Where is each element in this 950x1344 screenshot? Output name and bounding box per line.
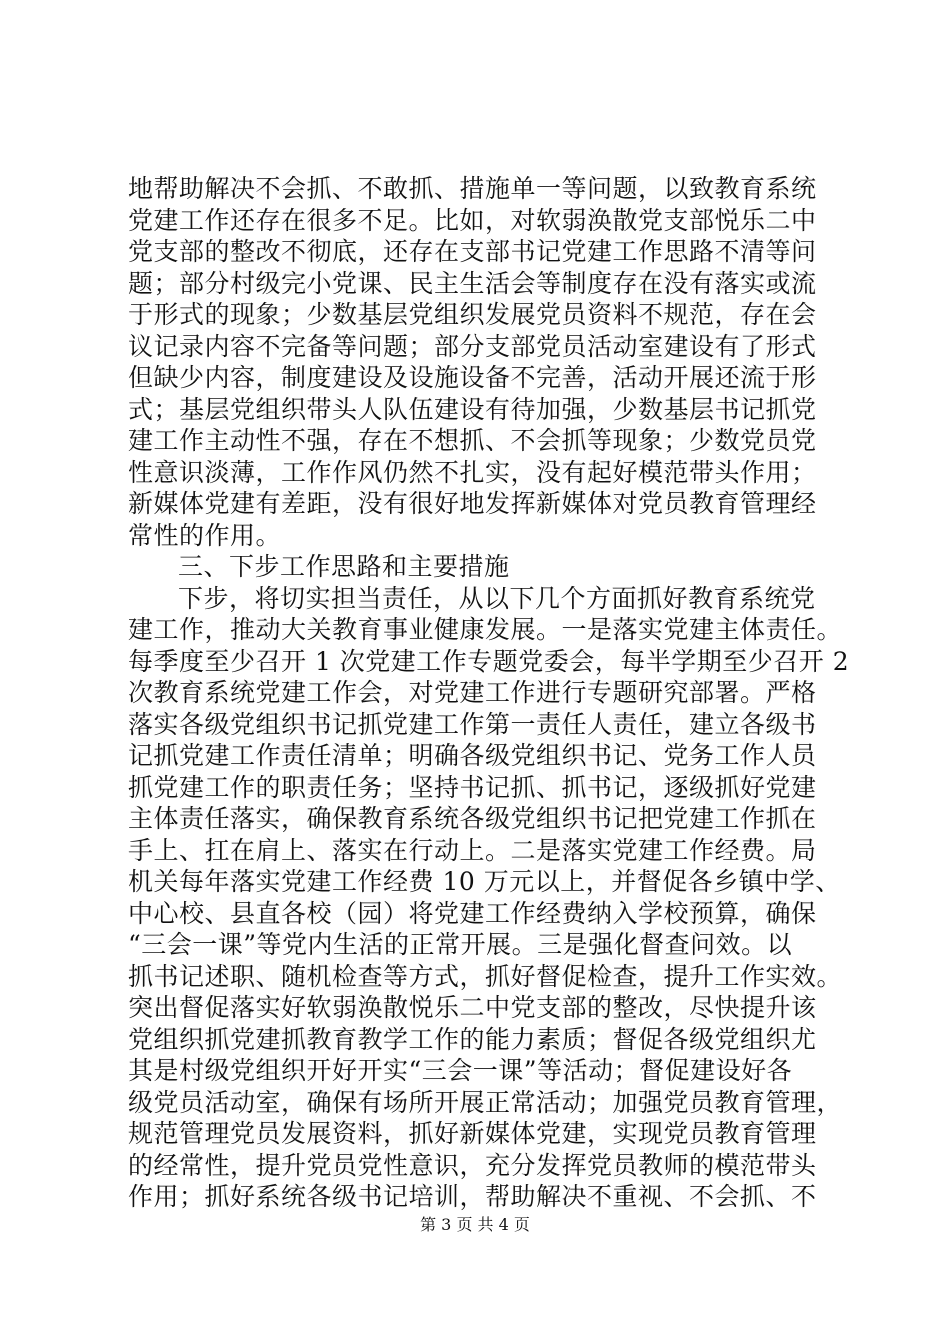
text-line: 党支部的整改不彻底，还存在支部书记党建工作思路不清等问: [128, 237, 817, 266]
text-line: 落实各级党组织书记抓党建工作第一责任人责任，建立各级书: [128, 709, 817, 739]
text-line: “三会一课”等党内生活的正常开展。三是强化督查问效。以: [128, 930, 793, 959]
text-line: 次教育系统党建工作会，对党建工作进行专题研究部署。严格: [128, 678, 817, 707]
text-line: 手上、扛在肩上、落实在行动上。二是落实党建工作经费。局: [128, 835, 817, 865]
text-line: 机关每年落实党建工作经费 10 万元以上，并督促各乡镇中学、: [128, 867, 841, 896]
text-line: 性意识淡薄，工作作风仍然不扎实，没有起好模范带头作用；: [128, 457, 817, 487]
text-line: 但缺少内容，制度建设及设施设备不完善，活动开展还流于形: [128, 363, 817, 392]
text-line: 每季度至少召开 1 次党建工作专题党委会，每半学期至少召开 2: [128, 646, 850, 676]
text-line: 建工作主动性不强，存在不想抓、不会抓等现象；少数党员党: [128, 426, 817, 455]
text-line: 规范管理党员发展资料，抓好新媒体党建，实现党员教育管理: [128, 1119, 817, 1148]
text-line: 党组织抓党建抓教育教学工作的能力素质；督促各级党组织尤: [128, 1024, 817, 1054]
text-line: 地帮助解决不会抓、不敢抓、措施单一等问题，以致教育系统: [128, 174, 817, 203]
text-line: 议记录内容不完备等问题；部分支部党员活动室建设有了形式: [128, 331, 817, 361]
text-line: 新媒体党建有差距，没有很好地发挥新媒体对党员教育管理经: [128, 489, 817, 518]
text-line: 题；部分村级完小党课、民主生活会等制度存在没有落实或流: [128, 268, 817, 298]
text-line: 突出督促落实好软弱涣散悦乐二中党支部的整改，尽快提升该: [128, 993, 817, 1022]
text-line: 下步，将切实担当责任，从以下几个方面抓好教育系统党: [178, 583, 816, 613]
text-line: 级党员活动室，确保有场所开展正常活动；加强党员教育管理，: [128, 1087, 843, 1117]
text-line: 作用；抓好系统各级书记培训，帮助解决不重视、不会抓、不: [128, 1182, 817, 1211]
text-line: 记抓党建工作责任清单；明确各级党组织书记、党务工作人员: [128, 741, 817, 770]
text-line: 党建工作还存在很多不足。比如，对软弱涣散党支部悦乐二中: [128, 205, 817, 235]
text-line: 建工作，推动大关教育事业健康发展。一是落实党建主体责任。: [128, 615, 843, 644]
page-number: 第 3 页 共 4 页: [420, 1215, 530, 1234]
text-line: 抓党建工作的职责任务；坚持书记抓、抓书记，逐级抓好党建: [128, 772, 817, 802]
page-footer: [0, 1215, 950, 1235]
text-line: 中心校、县直各校（园）将党建工作经费纳入学校预算，确保: [128, 898, 817, 928]
text-line: 主体责任落实，确保教育系统各级党组织书记把党建工作抓在: [128, 804, 817, 833]
document-body: [128, 173, 850, 1213]
text-line: 式；基层党组织带头人队伍建设有待加强，少数基层书记抓党: [128, 394, 817, 424]
text-line: 其是村级党组织开好开实“三会一课”等活动；督促建设好各: [128, 1056, 793, 1085]
text-line: 抓书记述职、随机检查等方式，抓好督促检查，提升工作实效。: [128, 961, 843, 991]
text-line: 常性的作用。: [128, 520, 282, 550]
text-line: 于形式的现象；少数基层党组织发展党员资料不规范，存在会: [128, 300, 817, 329]
text-line: 的经常性，提升党员党性意识，充分发挥党员教师的模范带头: [128, 1150, 817, 1180]
section-heading: 三、下步工作思路和主要措施: [178, 552, 510, 581]
